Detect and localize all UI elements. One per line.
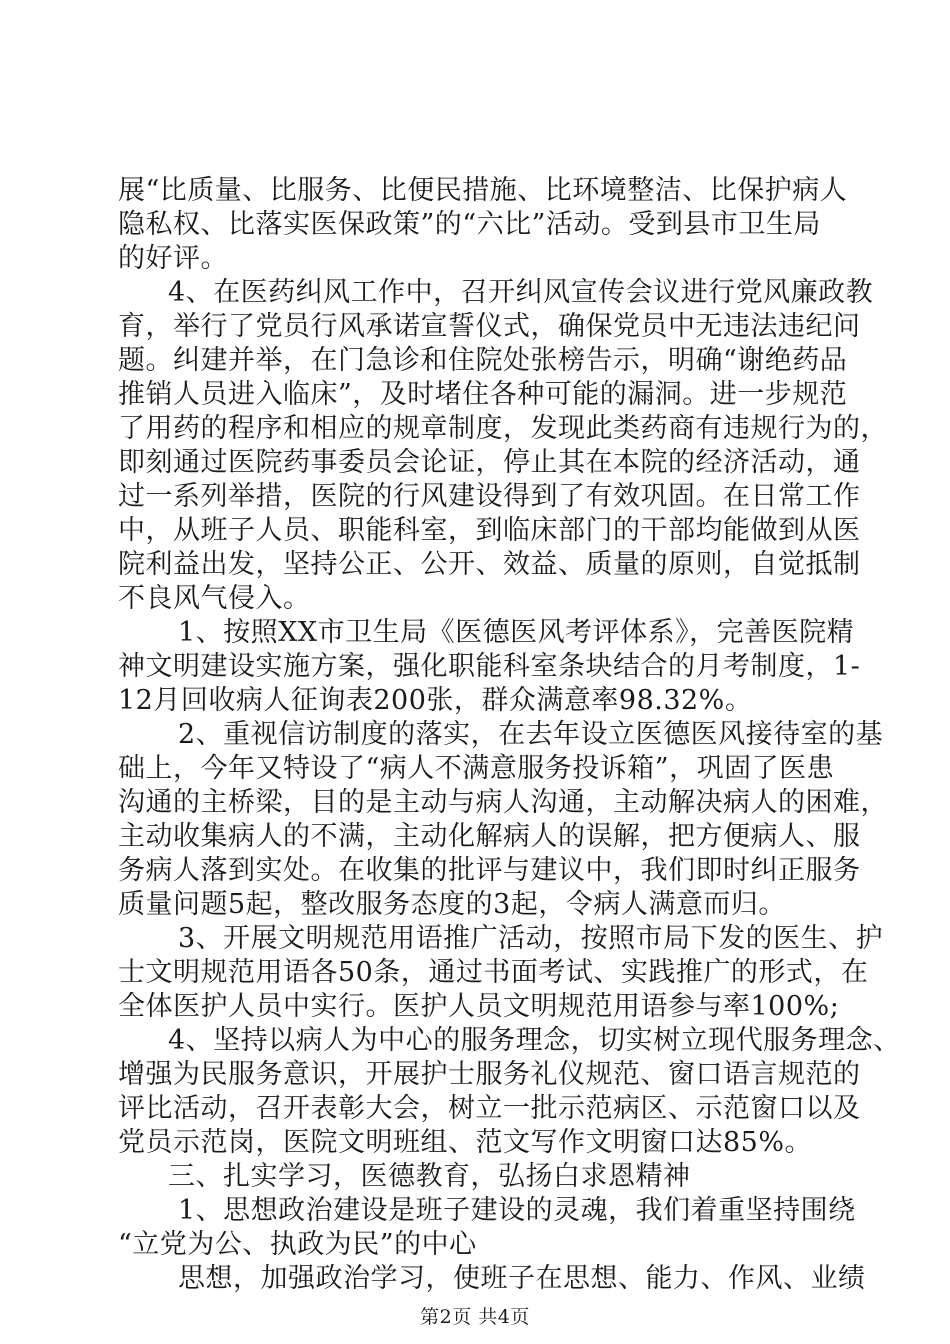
text-line: “立党为公、执政为民”的中心 bbox=[118, 1229, 477, 1260]
text-line: 全体医护人员中实行。医护人员文明规范用语参与率100%; bbox=[118, 991, 840, 1022]
text-line: 中，从班子人员、职能科室，到临床部门的干部均能做到从医 bbox=[118, 515, 861, 546]
text-line: 沟通的主桥梁，目的是主动与病人沟通，主动解决病人的困难， bbox=[118, 787, 888, 818]
paragraph-start: 3、开展文明规范用语推广活动，按照市局下发的医生、护 bbox=[178, 923, 884, 954]
text-line: 评比活动，召开表彰大会，树立一批示范病区、示范窗口以及 bbox=[118, 1093, 861, 1124]
page-number-footer: 第2页 共4页 bbox=[420, 1306, 530, 1328]
text-line: 神文明建设实施方案，强化职能科室条块结合的月考制度，1- bbox=[118, 651, 861, 682]
text-line: 主动收集病人的不满，主动化解病人的误解，把方便病人、服 bbox=[118, 821, 861, 852]
paragraph-start: 2、重视信访制度的落实，在去年设立医德医风接待室的基 bbox=[178, 719, 884, 750]
text-line: 党员示范岗，医院文明班组、范文写作文明窗口达85%。 bbox=[118, 1127, 813, 1158]
section-heading: 三、扎实学习，医德教育，弘扬白求恩精神 bbox=[168, 1161, 691, 1192]
text-line: 增强为民服务意识，开展护士服务礼仪规范、窗口语言规范的 bbox=[118, 1059, 861, 1090]
paragraph-start: 思想，加强政治学习，使班子在思想、能力、作风、业绩 bbox=[178, 1263, 866, 1294]
text-line: 士文明规范用语各50条，通过书面考试、实践推广的形式，在 bbox=[118, 957, 869, 988]
text-line: 即刻通过医院药事委员会论证，停止其在本院的经济活动，通 bbox=[118, 447, 861, 478]
text-line: 过一系列举措，医院的行风建设得到了有效巩固。在日常工作 bbox=[118, 481, 861, 512]
text-line: 推销人员进入临床”，及时堵住各种可能的漏洞。进一步规范 bbox=[118, 379, 848, 410]
text-line: 务病人落到实处。在收集的批评与建议中，我们即时纠正服务 bbox=[118, 855, 861, 886]
text-line: 12月回收病人征询表200张，群众满意率98.32%。 bbox=[118, 685, 753, 716]
paragraph-start: 1、按照XX市卫生局《医德医风考评体系》，完善医院精 bbox=[178, 617, 855, 648]
text-line: 隐私权、比落实医保政策”的“六比”活动。受到县市卫生局 bbox=[118, 209, 821, 240]
paragraph-start: 1、思想政治建设是班子建设的灵魂，我们着重坚持围绕 bbox=[178, 1195, 856, 1226]
text-line: 的好评。 bbox=[118, 243, 228, 274]
text-line: 了用药的程序和相应的规章制度，发现此类药商有违规行为的， bbox=[118, 413, 888, 444]
paragraph-start: 4、在医药纠风工作中，召开纠风宣传会议进行党风廉政教 bbox=[168, 277, 874, 308]
text-line: 院利益出发，坚持公正、公开、效益、质量的原则，自觉抵制 bbox=[118, 549, 861, 580]
text-line: 础上，今年又特设了“病人不满意服务投诉箱”，巩固了医患 bbox=[118, 753, 835, 784]
text-line: 展“比质量、比服务、比便民措施、比环境整洁、比保护病人 bbox=[118, 175, 848, 206]
text-line: 育，举行了党员行风承诺宣誓仪式，确保党员中无违法违纪问 bbox=[118, 311, 861, 342]
text-line: 质量问题5起，整改服务态度的3起，令病人满意而归。 bbox=[118, 889, 786, 920]
text-line: 不良风气侵入。 bbox=[118, 583, 311, 614]
text-line: 题。纠建并举，在门急诊和住院处张榜告示，明确“谢绝药品 bbox=[118, 345, 848, 376]
paragraph-start: 4、坚持以病人为中心的服务理念，切实树立现代服务理念、 bbox=[168, 1025, 901, 1056]
